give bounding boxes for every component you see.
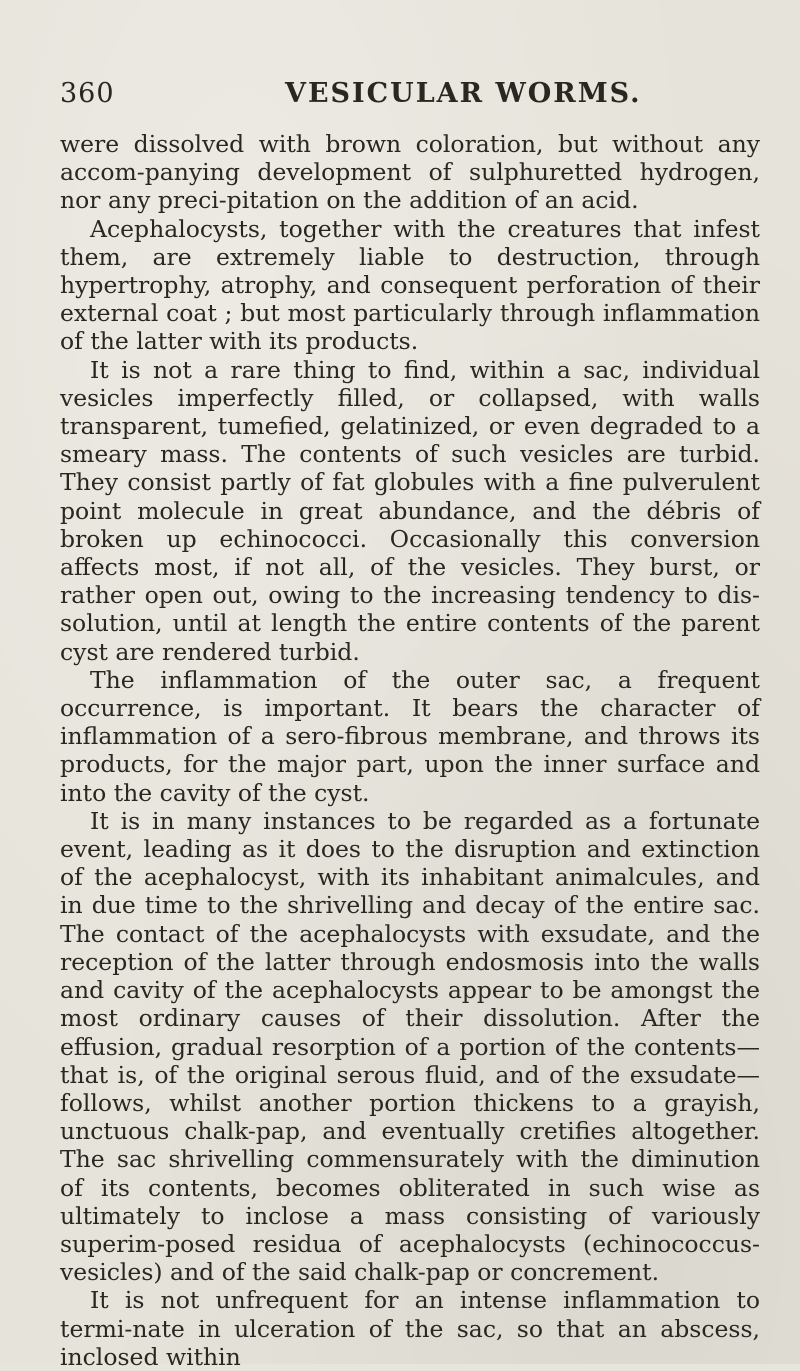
running-title: VESICULAR WORMS.	[285, 78, 642, 109]
page-number: 360	[60, 78, 115, 109]
paragraph-5: It is in many instances to be regarded as a fortunate event, leading as it does to the disruption and extinction of the acephalocyst, with its inhabitant animalcules, and in due time to the shrivelling and decay of the entire sac. The contact of the acephalocysts with exsudate, and the reception of the latter through endosmosis into the walls and cavity of the acephalocysts appear to be amongst the most ordinary causes of their dissolution. After the effusion, gradual resorption of a portion of the contents—that is, of the original serous fluid, and of the exsudate—follows, whilst another portion thickens to a grayish, unctuous chalk-pap, and eventually cretifies altogether. The sac shrivelling commensurately with the diminution of its contents, becomes obliterated in such wise as ultimately to inclose a mass consisting of variously superim-posed residua of acephalocysts (echinococcus-vesicles) and of the said chalk-pap or concrement.	[60, 806, 760, 1287]
running-head	[60, 78, 760, 118]
paragraph-4: The inflammation of the outer sac, a frequent occurrence, is important. It bears the character of inflammation of a sero-fibrous membrane, and throws its products, for the major part, upon the inner surface and into the cavity of the cyst.	[60, 665, 760, 807]
paragraph-3: It is not a rare thing to find, within a sac, individual vesicles imperfectly filled, or collapsed, with walls transparent, tumefied, gelatinized, or even degraded to a smeary mass. The contents of such vesicles are turbid. They consist partly of fat globules with a fine pulverulent point molecule in great abundance, and the débris of broken up echinococci. Occasionally this conversion affects most, if not all, of the vesicles. They burst, or rather open out, owing to the increasing tendency to dis-solution, until at length the entire contents of the parent cyst are rendered turbid.	[60, 355, 760, 666]
paragraph-1: were dissolved with brown coloration, but without any accom-panying development of sulphuretted hydrogen, nor any preci-pitation on the addition of an acid.	[60, 130, 760, 215]
body-text	[60, 130, 760, 1371]
paragraph-6: It is not unfrequent for an intense inflammation to termi-nate in ulceration of the sac, so that an abscess, inclosed within	[60, 1286, 760, 1371]
paragraph-2: Acephalocysts, together with the creatures that infest them, are extremely liable to destruction, through hypertrophy, atrophy, and consequent perforation of their external coat ; but most particularly through inflammation of the latter with its products.	[60, 214, 760, 356]
